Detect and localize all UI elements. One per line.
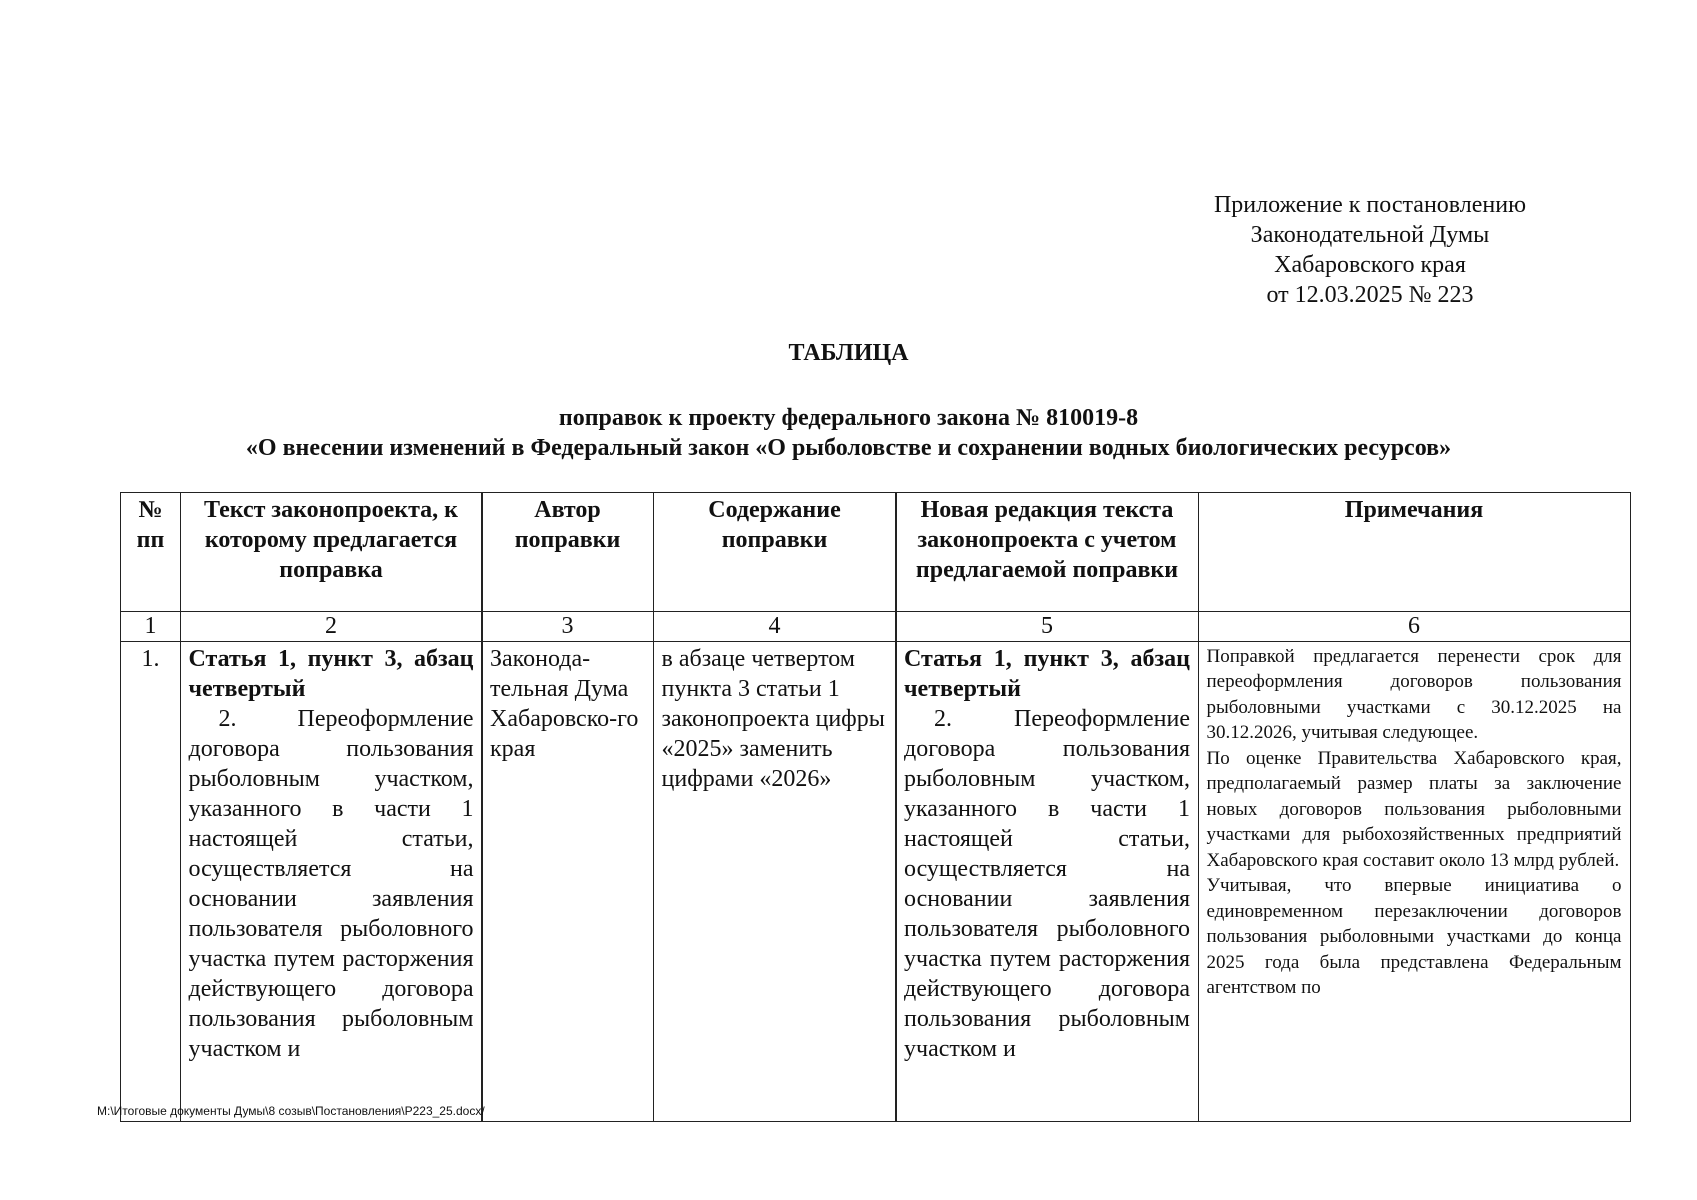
table-row xyxy=(120,642,1632,1122)
new-text-body: 2. Переоформление договора пользования рыболовным участком, указанного в части 1 настоящей статьи, осуществляется на основании заявления пользователя рыболовного участка путем расторжения действующего договора пользования рыболовным участком и xyxy=(904,705,1190,1062)
column-number-2: 2 xyxy=(180,611,483,643)
author-cell: Законода-тельная Дума Хабаровско-го края xyxy=(481,641,654,1123)
file-path-footer: М:\Итоговые документы Думы\8 созыв\Постановления\Р223_25.docx/ xyxy=(97,1104,485,1118)
header-bill-text: Текст законопроекта, к которому предлагается поправка xyxy=(180,492,483,613)
appendix-line-2: Законодательной Думы xyxy=(1250,222,1490,248)
bill-text-cell xyxy=(180,641,483,1123)
content-cell: в абзаце четвертом пункта 3 статьи 1 законопроекта цифры «2025» заменить цифрами «2026» xyxy=(653,641,897,1123)
header-new-text: Новая редакция текста законопроекта с учетом предлагаемой поправки xyxy=(895,492,1199,613)
row-number: 1. xyxy=(120,641,181,1123)
column-number-4: 4 xyxy=(653,611,897,643)
subtitle-line-2: «О внесении изменений в Федеральный закон «О рыболовстве и сохранении водных биологических ресурсов» xyxy=(245,435,1452,461)
column-number-3: 3 xyxy=(481,611,654,643)
column-number-6: 6 xyxy=(1198,611,1631,643)
header-notes: Примечания xyxy=(1198,492,1631,613)
appendix-block xyxy=(1205,190,1535,310)
appendix-date-number: от 12.03.2025 № 223 xyxy=(1266,282,1474,308)
header-author: Автор поправки xyxy=(481,492,654,613)
appendix-line-3: Хабаровского края xyxy=(1274,252,1466,278)
document-subtitle xyxy=(0,403,1697,463)
notes-paragraph-1: Поправкой предлагается перенести срок для переоформления договоров пользования рыболовными участками с 30.12.2025 на 30.12.2026, учитывая следующее. xyxy=(1206,645,1622,743)
amendments-table xyxy=(120,493,1632,1122)
bill-text-body: 2. Переоформление договора пользования рыболовным участком, указанного в части 1 настоящей статьи, осуществляется на основании заявления пользователя рыболовного участка путем расторжения действующего договора пользования рыболовным участком и xyxy=(188,705,474,1062)
column-number-1: 1 xyxy=(120,611,181,643)
table-header-row xyxy=(120,493,1632,612)
column-numbers-row xyxy=(120,612,1632,642)
new-text-cell xyxy=(895,641,1199,1123)
bill-text-heading: Статья 1, пункт 3, абзац четвертый xyxy=(188,645,474,702)
appendix-line-1: Приложение к постановлению xyxy=(1213,192,1527,218)
notes-cell xyxy=(1198,641,1631,1123)
column-number-5: 5 xyxy=(895,611,1199,643)
subtitle-line-1: поправок к проекту федерального закона № 810019-8 xyxy=(558,405,1139,431)
header-number: № пп xyxy=(120,492,181,613)
new-text-heading: Статья 1, пункт 3, абзац четвертый xyxy=(904,645,1190,702)
header-content: Содержание поправки xyxy=(653,492,897,613)
document-title: ТАБЛИЦА xyxy=(788,340,909,366)
notes-paragraph-3: Учитывая, что впервые инициатива о единовременном перезаключении договоров пользования рыболовными участками до конца 2025 года была представлена Федеральным агентством по xyxy=(1206,875,1622,998)
notes-paragraph-2: По оценке Правительства Хабаровского края, предполагаемый размер платы за заключение новых договоров пользования рыболовными участками для рыбохозяйственных предприятий Хабаровского края составит около 13 млрд рублей. xyxy=(1206,747,1622,871)
